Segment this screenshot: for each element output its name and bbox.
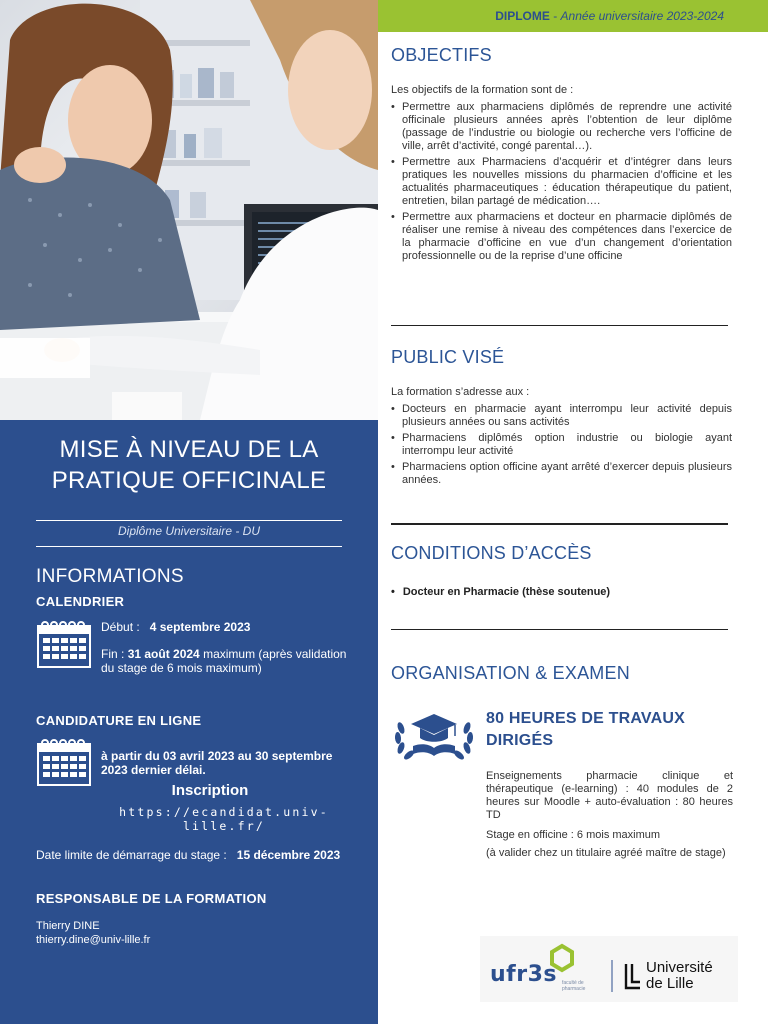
inscription-label: Inscription bbox=[171, 782, 249, 799]
hero-photo bbox=[0, 0, 378, 420]
application-period bbox=[101, 749, 369, 777]
list-item: • Permettre aux pharmaciens et docteur en pharmacie diplômés de réaliser une remise à niveau des compétences dans l’exercice de la pharmacie d’officine en vue d’un changement d’orientation professionnelle ou de la reprise d’une officine bbox=[391, 211, 732, 263]
university-name bbox=[646, 960, 713, 992]
access-conditions-heading: CONDITIONS D’ACCÈS bbox=[391, 543, 592, 563]
objectives-intro: Les objectifs de la formation sont de : bbox=[391, 84, 574, 96]
program-title-line1: MISE À NIVEAU DE LA bbox=[59, 436, 319, 463]
responsible-heading: RESPONSABLE DE LA FORMATION bbox=[36, 891, 267, 906]
program-title-line2: PRATIQUE OFFICINALE bbox=[51, 467, 327, 494]
divider bbox=[36, 546, 342, 547]
academic-year: Année universitaire 2023-2024 bbox=[560, 9, 724, 23]
program-title bbox=[20, 434, 358, 496]
ufr3s-wordmark: ufr3s bbox=[490, 962, 557, 987]
start-date: 4 septembre 2023 bbox=[149, 620, 251, 634]
end-label: Fin : bbox=[101, 647, 125, 661]
inscription-link[interactable]: https://ecandidat.univ-lille.fr/ bbox=[119, 805, 329, 833]
divider bbox=[391, 325, 728, 326]
internship-duration: Stage en officine : 6 mois maximum bbox=[486, 829, 661, 841]
ufr3s-tagline: faculté de pharmacie bbox=[562, 980, 586, 992]
application-line2: 2023 dernier délai. bbox=[101, 763, 206, 777]
access-condition-item: • Docteur en Pharmacie (thèse soutenue) bbox=[391, 586, 610, 598]
organisation-heading: ORGANISATION & EXAMEN bbox=[391, 663, 630, 683]
end-date: 31 août 2024 bbox=[127, 647, 200, 661]
responsible-name: Thierry DINE bbox=[36, 920, 100, 932]
deadline-date: 15 décembre 2023 bbox=[236, 848, 341, 862]
end-rest-line1: maximum (après validation bbox=[203, 647, 347, 661]
university-line1: Université bbox=[646, 959, 713, 976]
objectives-section bbox=[391, 84, 732, 263]
start-label: Début : bbox=[101, 620, 140, 634]
calendar-icon bbox=[37, 738, 91, 786]
divider bbox=[36, 520, 342, 521]
hours-highlight-line2: DIRIGÉS bbox=[486, 732, 554, 749]
deadline-label: Date limite de démarrage du stage : bbox=[36, 848, 227, 862]
calendar-heading: CALENDRIER bbox=[36, 594, 125, 609]
application-heading: CANDIDATURE EN LIGNE bbox=[36, 713, 202, 728]
pharmacy-scene-illustration bbox=[0, 0, 378, 420]
list-item: • Permettre aux Pharmaciens d’acquérir et d’intégrer dans leurs pratiques les nouvelles missions du pharmacien d’officine et les actualités pharmaceutiques : éducation thérapeutique du patient, entretien, bilan partagé de médication…. bbox=[391, 156, 732, 208]
ulille-logo-icon bbox=[626, 964, 640, 988]
objectives-heading: OBJECTIFS bbox=[391, 45, 492, 65]
hours-highlight bbox=[486, 708, 726, 752]
list-item: • Pharmaciens diplômés option industrie ou biologie ayant interrompu leur activité bbox=[391, 432, 732, 458]
end-rest-line2: du stage de 6 mois maximum) bbox=[101, 661, 262, 675]
objectives-list bbox=[391, 101, 732, 263]
audience-list bbox=[391, 403, 732, 487]
audience-intro: La formation s’adresse aux : bbox=[391, 386, 530, 398]
internship-validation: (à valider chez un titulaire agréé maître de stage) bbox=[486, 847, 726, 859]
list-item: • Permettre aux pharmaciens diplômés de reprendre une activité officinale plusieurs années après l’obtention de leur diplôme (passage de l’industrie ou biologie ou recherche vers l’officine de ville, arrêt d’activité, congé parental…). bbox=[391, 101, 732, 153]
diploma-type: Diplôme Universitaire - DU bbox=[117, 524, 261, 538]
audience-heading: PUBLIC VISÉ bbox=[391, 347, 505, 367]
informations-heading: INFORMATIONS bbox=[36, 566, 184, 587]
start-date-row bbox=[101, 620, 250, 634]
diploma-label: DIPLOME bbox=[495, 9, 550, 23]
logos-area bbox=[480, 936, 738, 1002]
deadline-row bbox=[36, 848, 340, 862]
university-line2: de Lille bbox=[646, 975, 694, 992]
responsible-contact bbox=[36, 919, 150, 947]
teaching-description: Enseignements pharmacie clinique et thérapeutique (e-learning) : 40 modules de 2 heures sur Moodle + auto-évaluation : 80 heures TD bbox=[486, 770, 733, 821]
responsible-email[interactable]: thierry.dine@univ-lille.fr bbox=[36, 934, 151, 946]
audience-section bbox=[391, 386, 732, 487]
list-item: • Docteurs en pharmacie ayant interrompu leur activité depuis plusieurs années ou sans activités bbox=[391, 403, 732, 429]
application-line1: à partir du 03 avril 2023 au 30 septembre bbox=[101, 749, 333, 763]
top-banner bbox=[378, 0, 768, 32]
divider bbox=[391, 523, 728, 525]
graduation-cap-icon bbox=[391, 710, 477, 760]
divider bbox=[391, 629, 728, 630]
calendar-icon bbox=[37, 620, 91, 668]
banner-text: DIPLOME - Année universitaire 2023-2024 bbox=[495, 9, 724, 23]
hours-highlight-line1: 80 HEURES DE TRAVAUX bbox=[486, 710, 685, 727]
left-panel bbox=[0, 0, 378, 1024]
list-item: • Pharmaciens option officine ayant arrêté d’exercer depuis plusieurs années. bbox=[391, 461, 732, 487]
end-date-row bbox=[101, 647, 366, 675]
